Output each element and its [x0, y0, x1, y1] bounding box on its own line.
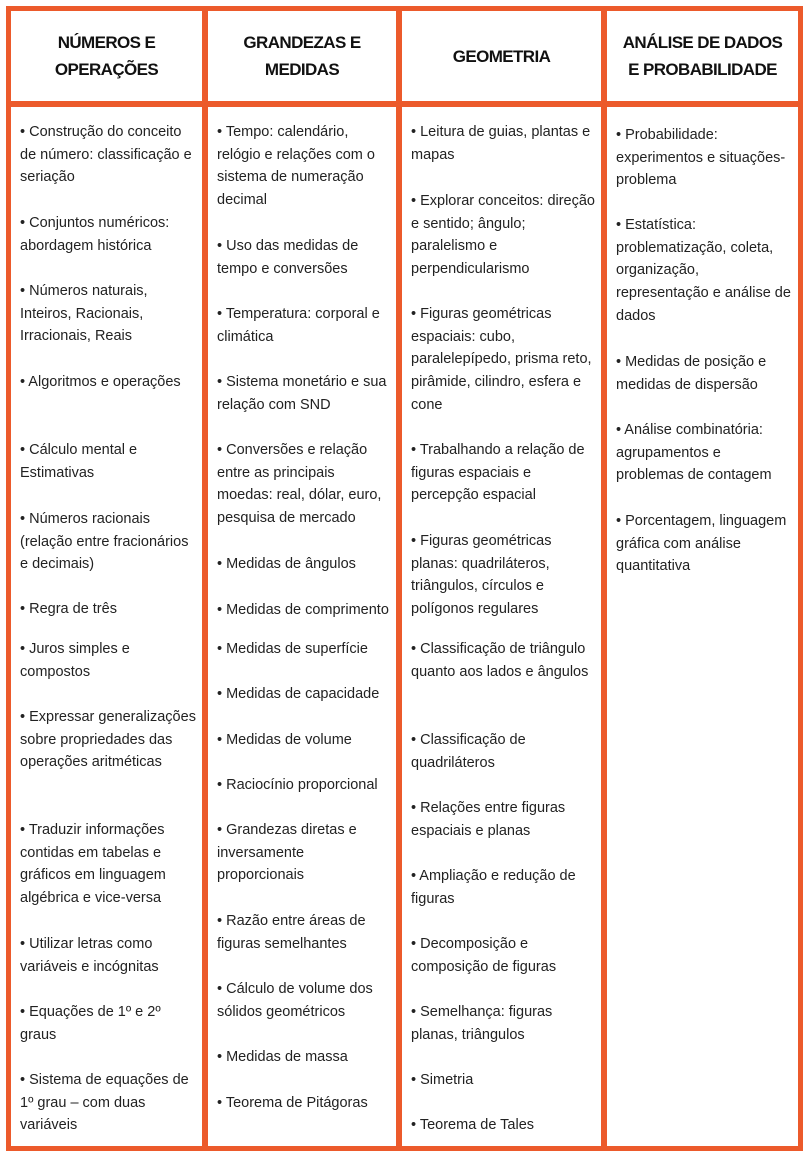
list-item: • Teorema de Tales: [411, 1117, 535, 1133]
list-item: • Uso das medidas de tempo e conversões: [217, 238, 359, 277]
list-item: • Figuras geométricas espaciais: cubo, paralelepípedo, prisma reto, pirâmide, cilindro, esfera e cone: [411, 306, 592, 413]
list-item: • Medidas de superfície: [217, 641, 368, 657]
list-item: • Medidas de comprimento: [217, 602, 389, 618]
list-item: • Números racionais (relação entre fracionários e decimais): [20, 511, 189, 573]
list-item: • Probabilidade: experimentos e situações-problema: [616, 127, 786, 189]
list-item: • Grandezas diretas e inversamente proporcionais: [217, 822, 357, 884]
column-title-line: ANÁLISE DE DADOS: [622, 33, 783, 52]
list-item: • Medidas de ângulos: [217, 556, 356, 572]
list-item: • Equações de 1º e 2º graus: [20, 1004, 161, 1043]
list-item: • Medidas de capacidade: [217, 686, 380, 702]
list-item: • Classificação de quadriláteros: [411, 732, 526, 771]
column-title-line: OPERAÇÕES: [54, 60, 159, 79]
list-item: • Ampliação e redução de figuras: [411, 868, 576, 907]
list-item: • Classificação de triângulo quanto aos lados e ângulos: [411, 641, 589, 680]
column-header: [11, 11, 202, 101]
list-item: • Números naturais, Inteiros, Racionais, Irracionais, Reais: [20, 283, 148, 345]
list-item: • Teorema de Pitágoras: [217, 1095, 368, 1111]
column-title-line: MEDIDAS: [264, 60, 340, 79]
list-item: • Simetria: [411, 1072, 474, 1088]
column-header: [402, 11, 601, 101]
list-item: • Cálculo de volume dos sólidos geométricos: [217, 981, 373, 1020]
list-item: • Relações entre figuras espaciais e planas: [411, 800, 566, 839]
column-title-line: NÚMEROS E: [57, 33, 156, 52]
column-title: [453, 43, 551, 70]
column-body: [11, 107, 202, 1146]
list-item: • Regra de três: [20, 601, 117, 617]
list-item: • Expressar generalizações sobre propriedades das operações aritméticas: [20, 709, 196, 771]
column-numeros-operacoes: [11, 11, 202, 1146]
list-item: • Utilizar letras como variáveis e incógnitas: [20, 936, 159, 975]
list-item: • Semelhança: figuras planas, triângulos: [411, 1004, 553, 1043]
column-title-line: GRANDEZAS E: [243, 33, 361, 52]
list-item: • Medidas de posição e medidas de dispersão: [616, 354, 767, 393]
list-item: • Figuras geométricas planas: quadriláteros, triângulos, círculos e polígonos regulares: [411, 533, 552, 618]
list-item: • Medidas de massa: [217, 1049, 348, 1065]
column-title: [623, 29, 782, 83]
column-title-line: E PROBABILIDADE: [628, 60, 777, 79]
list-item: • Algoritmos e operações: [20, 374, 181, 390]
column-analise-dados: [607, 11, 798, 1146]
list-item: • Traduzir informações contidas em tabelas e gráficos em linguagem algébrica e vice-versa: [20, 822, 166, 907]
list-item: • Sistema de equações de 1º grau – com duas variáveis: [20, 1072, 189, 1134]
list-item: • Explorar conceitos: direção e sentido; ângulo; paralelismo e perpendicularismo: [411, 193, 595, 278]
column-body: [402, 107, 601, 1146]
list-item: • Medidas de volume: [217, 732, 352, 748]
list-item: • Conjuntos numéricos: abordagem histórica: [20, 215, 170, 254]
list-item: • Trabalhando a relação de figuras espaciais e percepção espacial: [411, 442, 585, 504]
list-item: • Tempo: calendário, relógio e relações com o sistema de numeração decimal: [217, 124, 375, 209]
list-item: • Construção do conceito de número: classificação e seriação: [20, 124, 192, 186]
column-title-line: GEOMETRIA: [452, 46, 551, 66]
column-grandezas-medidas: [208, 11, 396, 1146]
content-table: [6, 6, 803, 1151]
column-body: [208, 107, 396, 1146]
column-title: [243, 29, 360, 83]
list-item: • Raciocínio proporcional: [217, 777, 378, 793]
list-item: • Cálculo mental e Estimativas: [20, 442, 138, 481]
list-item: • Sistema monetário e sua relação com SND: [217, 374, 387, 413]
column-body: [607, 107, 798, 1146]
list-item: • Razão entre áreas de figuras semelhantes: [217, 913, 366, 952]
list-item: • Temperatura: corporal e climática: [217, 306, 380, 345]
column-header: [208, 11, 396, 101]
column-header: [607, 11, 798, 101]
column-title: [55, 29, 158, 83]
column-geometria: [402, 11, 601, 1146]
list-item: • Análise combinatória: agrupamentos e problemas de contagem: [616, 422, 772, 484]
list-item: • Conversões e relação entre as principais moedas: real, dólar, euro, pesquisa de mercado: [217, 442, 382, 527]
list-item: • Porcentagem, linguagem gráfica com análise quantitativa: [616, 513, 787, 575]
list-item: • Juros simples e compostos: [20, 641, 130, 680]
list-item: • Decomposição e composição de figuras: [411, 936, 557, 975]
list-item: • Estatística: problematização, coleta, organização, representação e análise de dados: [616, 217, 791, 324]
list-item: • Leitura de guias, plantas e mapas: [411, 124, 591, 163]
